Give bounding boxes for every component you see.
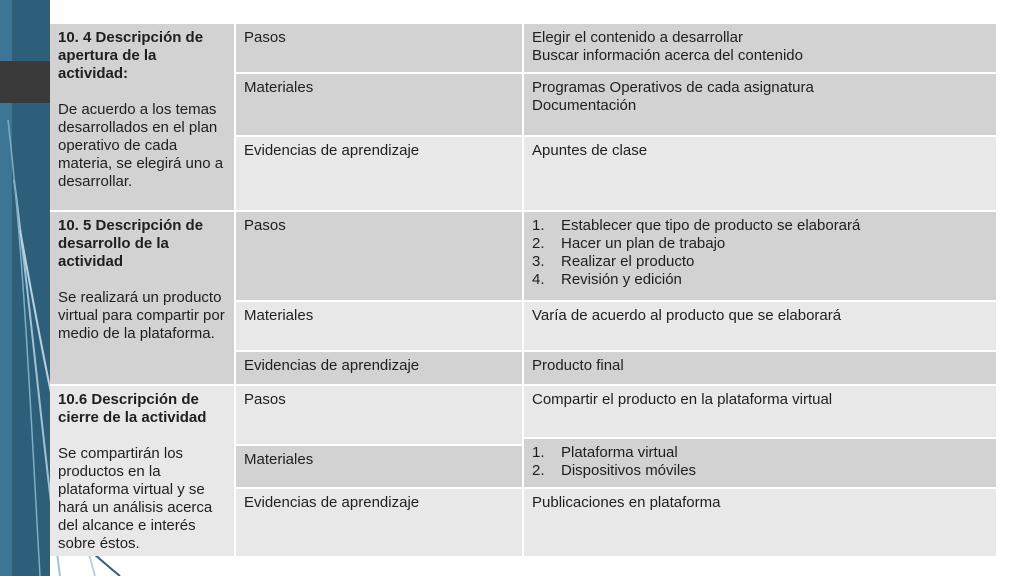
content-line: Programas Operativos de cada asignatura: [532, 79, 814, 96]
row-label: Evidencias de aprendizaje: [236, 137, 522, 210]
row-label: Evidencias de aprendizaje: [236, 352, 522, 384]
section-title: 10.6 Descripción de cierre de la actividad: [58, 391, 207, 426]
row-content: [524, 137, 996, 210]
row-label: Pasos: [236, 24, 522, 72]
row-label: Materiales: [236, 446, 522, 487]
content-line: Publicaciones en plataforma: [532, 494, 721, 511]
section-title: 10. 5 Descripción de desarrollo de la actividad: [58, 217, 204, 270]
content-line: Elegir el contenido a desarrollar: [532, 29, 743, 46]
content-line: Buscar información acerca del contenido: [532, 47, 803, 64]
list-item: 4. Revisión y edición: [532, 271, 682, 288]
row-content: [524, 386, 996, 437]
content-line: Producto final: [532, 357, 624, 374]
section-cell-cierre: [50, 386, 234, 556]
section-description: De acuerdo a los temas desarrollados en el plan operativo de cada materia, se elegirá uno a desarrollar.: [58, 101, 224, 190]
section-cell-apertura: [50, 24, 234, 210]
row-content: [524, 212, 996, 300]
content-line: Documentación: [532, 97, 637, 114]
content-line: Apuntes de clase: [532, 142, 648, 159]
row-content: [524, 302, 996, 350]
content-line: Compartir el producto en la plataforma virtual: [532, 391, 833, 408]
section-description: Se realizará un producto virtual para compartir por medio de la plataforma.: [58, 289, 225, 342]
list-item: 1. Plataforma virtual: [532, 444, 678, 461]
list-item: 1. Establecer que tipo de producto se elaborará: [532, 217, 861, 234]
row-content: [524, 74, 996, 135]
list-item: 2. Hacer un plan de trabajo: [532, 235, 726, 252]
activity-table: [50, 24, 996, 556]
numbered-list: [532, 444, 988, 480]
row-content: [524, 24, 996, 72]
list-item: 3. Realizar el producto: [532, 253, 695, 270]
section-title: 10. 4 Descripción de apertura de la actividad:: [58, 29, 204, 82]
numbered-list: [532, 217, 988, 289]
row-content: [524, 489, 996, 556]
section-description: Se compartirán los productos en la plataforma virtual y se hará un análisis acerca del alcance e interés sobre éstos.: [58, 445, 213, 552]
row-label: Pasos: [236, 386, 522, 444]
row-label: Pasos: [236, 212, 522, 300]
row-label: Materiales: [236, 302, 522, 350]
row-content: [524, 439, 996, 487]
section-cell-desarrollo: [50, 212, 234, 384]
row-label: Evidencias de aprendizaje: [236, 489, 522, 556]
list-item: 2. Dispositivos móviles: [532, 462, 697, 479]
row-label: Materiales: [236, 74, 522, 135]
row-content: [524, 352, 996, 384]
content-line: Varía de acuerdo al producto que se elaborará: [532, 307, 842, 324]
